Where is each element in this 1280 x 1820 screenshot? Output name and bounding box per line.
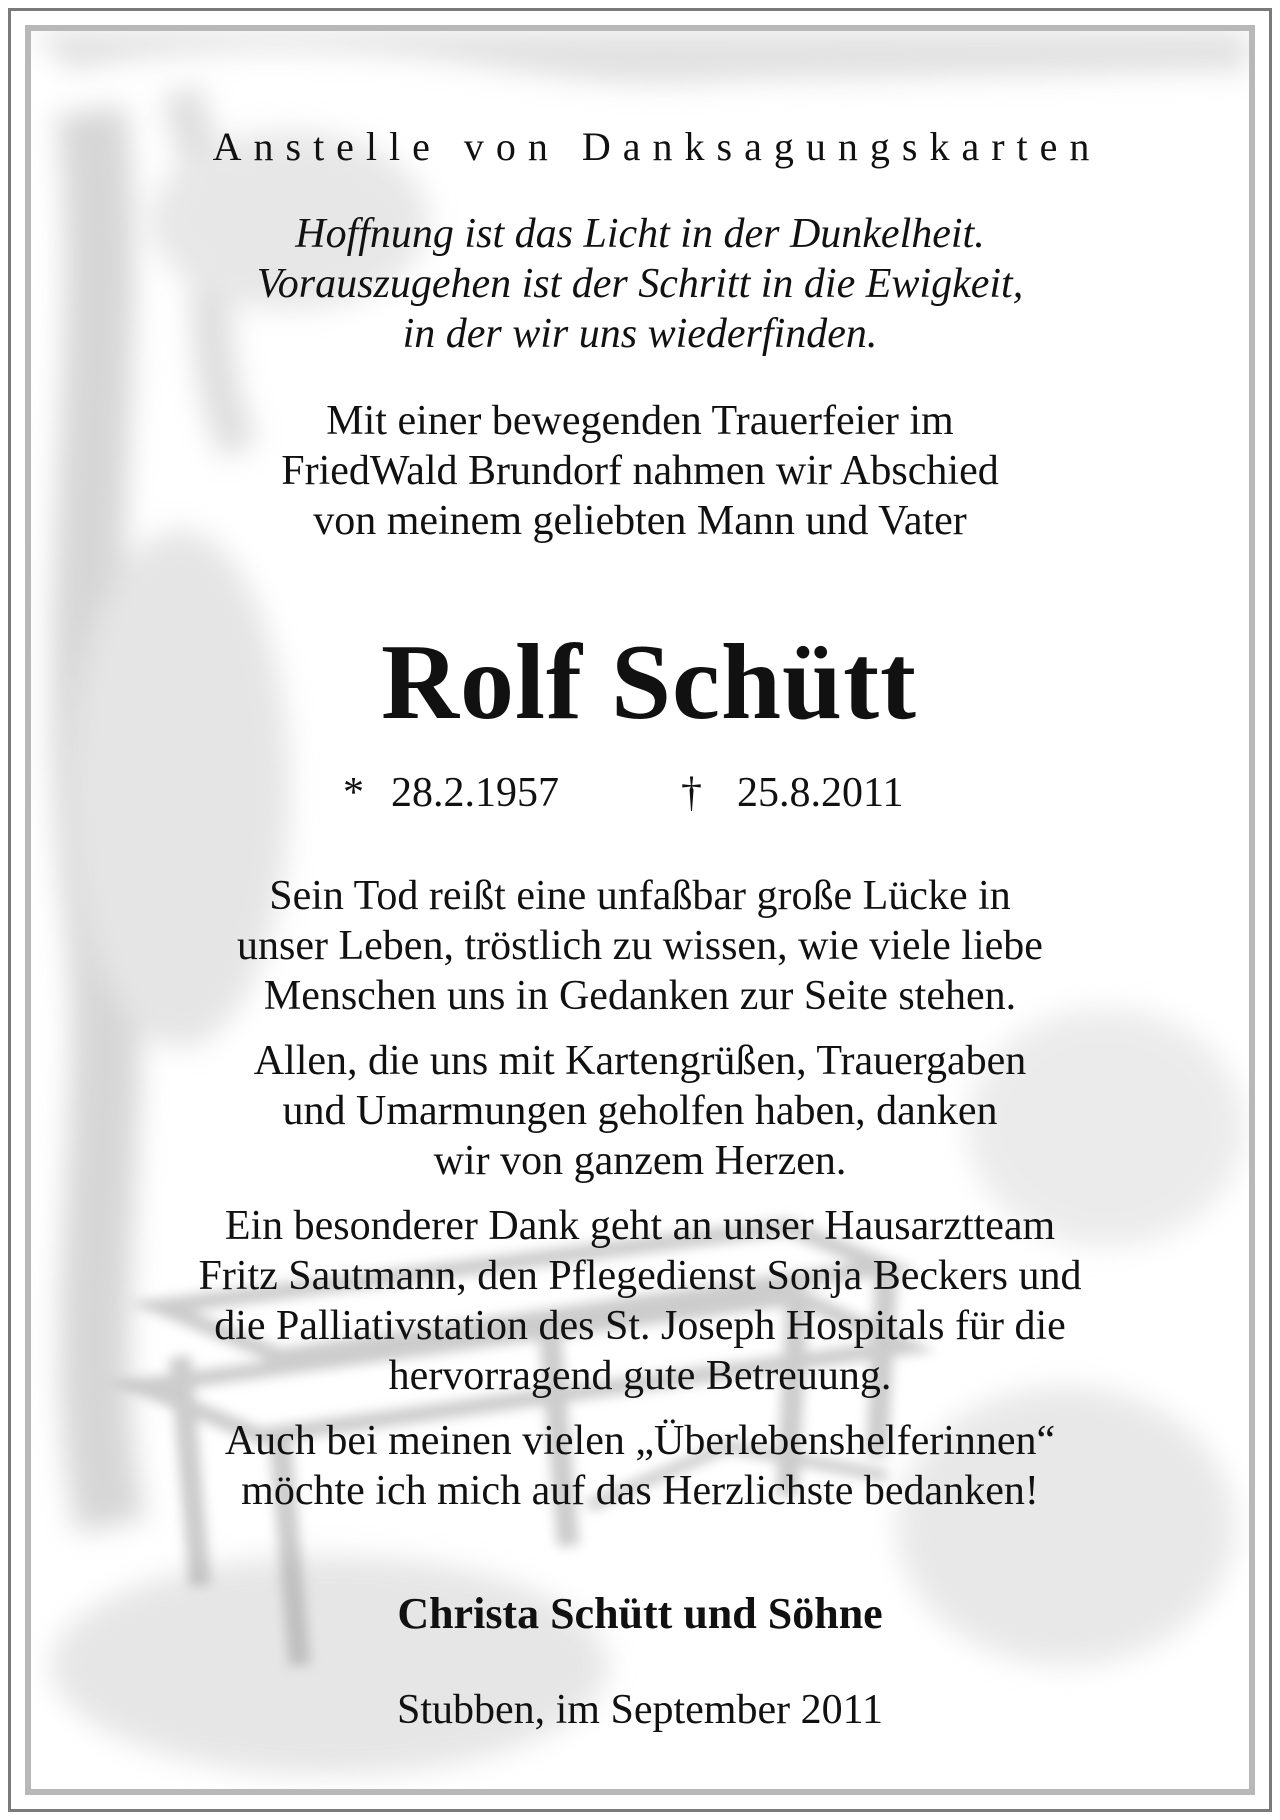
paragraph1-line-2: unser Leben, tröstlich zu wissen, wie viele liebe [237, 923, 1043, 969]
intro-line-1: Mit einer bewegenden Trauerfeier im [326, 398, 954, 444]
paragraph1-line-3: Menschen uns in Gedanken zur Seite stehen. [263, 973, 1017, 1019]
paragraph3-line-4: hervorragend gute Betreuung. [388, 1353, 892, 1399]
paragraph2-line-2: und Umarmungen geholfen haben, danken [282, 1088, 998, 1134]
intro-line-2: FriedWald Brundorf nahmen wir Abschied [281, 448, 999, 494]
paragraph2-line-3: wir von ganzem Herzen. [433, 1138, 847, 1184]
birth-symbol: * [343, 770, 364, 816]
death-date: 25.8.2011 [737, 770, 904, 816]
paragraph1-line-1: Sein Tod reißt eine unfaßbar große Lücke in [269, 873, 1011, 919]
obituary-notice [8, 8, 1272, 1812]
deceased-name: Rolf Schütt [380, 623, 918, 742]
place-and-date: Stubben, im September 2011 [396, 1687, 884, 1733]
notice-content [31, 31, 1249, 1789]
paragraph4-line-2: möchte ich mich auf das Herzlichste bedanken! [241, 1468, 1039, 1514]
paragraph2-line-1: Allen, die uns mit Kartengrüßen, Trauergaben [253, 1038, 1027, 1084]
quote-line-1: Hoffnung ist das Licht in der Dunkelheit. [295, 211, 985, 257]
quote-line-3: in der wir uns wiederfinden. [402, 311, 878, 357]
notice-heading: Anstelle von Danksagungskarten [212, 124, 1102, 169]
paragraph4-line-1: Auch bei meinen vielen „Überlebenshelferinnen“ [224, 1418, 1056, 1464]
notice-frame [25, 25, 1255, 1795]
quote-line-2: Vorauszugehen ist der Schritt in die Ewigkeit, [256, 261, 1024, 307]
birth-date: 28.2.1957 [391, 770, 559, 816]
paragraph3-line-2: Fritz Sautmann, den Pflegedienst Sonja Beckers und [198, 1253, 1082, 1299]
intro-line-3: von meinem geliebten Mann und Vater [313, 498, 967, 544]
life-dates [31, 769, 1249, 819]
death-cross-icon: † [681, 770, 702, 816]
paragraph3-line-3: die Palliativstation des St. Joseph Hospitals für die [214, 1303, 1066, 1349]
paragraph3-line-1: Ein besonderer Dank geht an unser Hausarztteam [224, 1203, 1056, 1249]
signature: Christa Schütt und Söhne [397, 1589, 883, 1638]
